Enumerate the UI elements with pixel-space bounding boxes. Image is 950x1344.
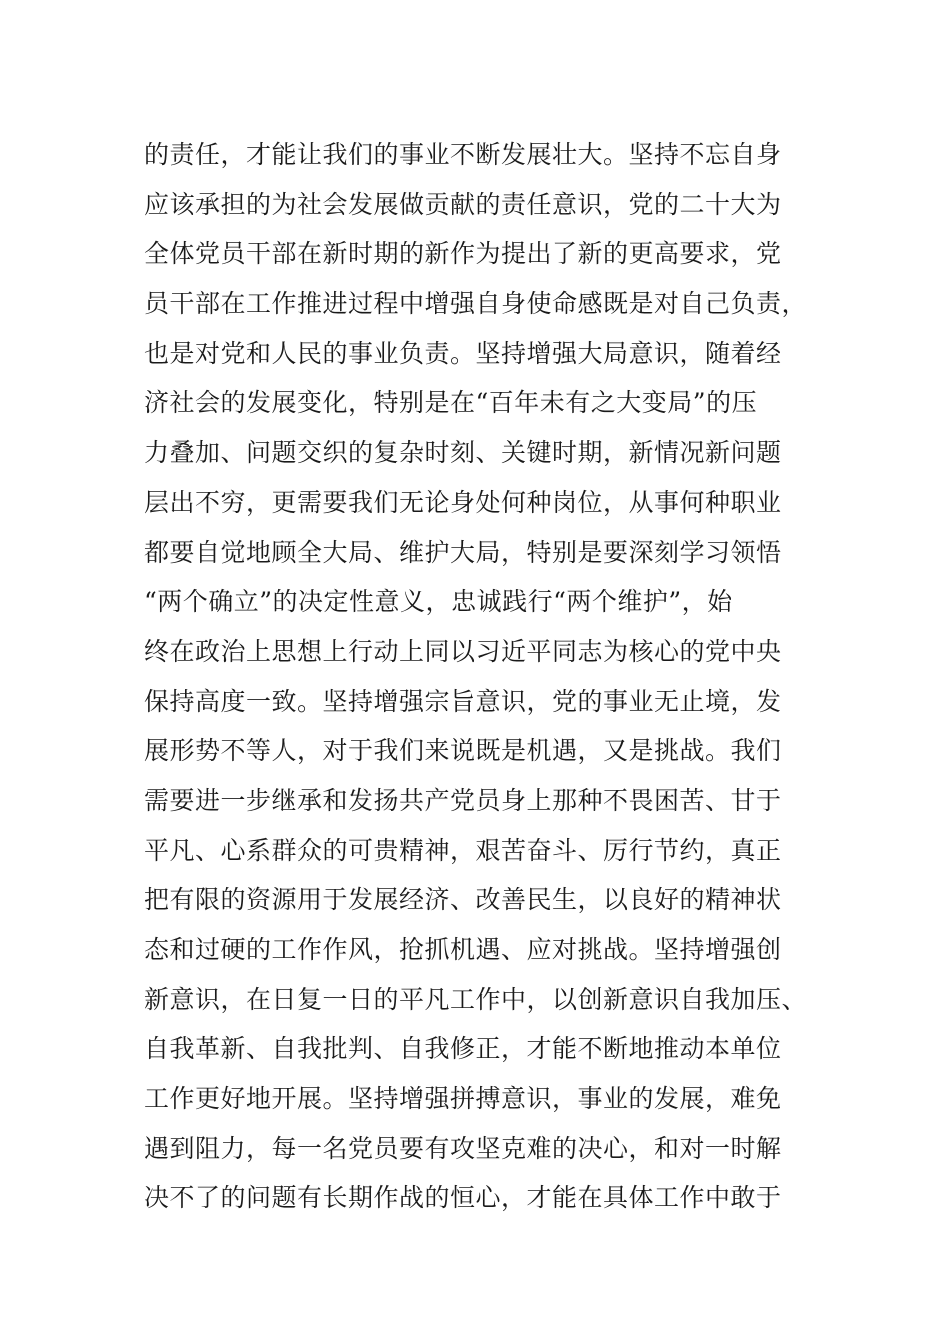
text-line: 终在政治上思想上行动上同以习近平同志为核心的党中央 xyxy=(144,636,782,666)
text-line: 平凡、心系群众的可贵精神，艰苦奋斗、厉行节约，真正 xyxy=(144,835,782,865)
text-line: 保持高度一致。坚持增强宗旨意识，党的事业无止境，发 xyxy=(144,686,782,716)
text-line: 态和过硬的工作作风，抢抓机遇、应对挑战。坚持增强创 xyxy=(144,935,782,964)
text-line: 需要进一步继承和发扬共产党员身上那种不畏困苦、甘于 xyxy=(144,785,782,815)
text-line: 自我革新、自我批判、自我修正，才能不断地推动本单位 xyxy=(144,1034,782,1064)
text-line: 新意识，在日复一日的平凡工作中，以创新意识自我加压、 xyxy=(144,984,808,1014)
text-line: “两个确立”的决定性意义，忠诚践行“两个维护”，始 xyxy=(144,587,733,617)
text-line: 力叠加、问题交织的复杂时刻、关键时期，新情况新问题 xyxy=(144,438,782,468)
text-line: 应该承担的为社会发展做贡献的责任意识，党的二十大为 xyxy=(144,189,782,219)
text-line: 全体党员干部在新时期的新作为提出了新的更高要求，党 xyxy=(144,239,782,269)
text-line: 员干部在工作推进过程中增强自身使命感既是对自己负责， xyxy=(144,289,808,319)
text-line: 遇到阻力，每一名党员要有攻坚克难的决心，和对一时解 xyxy=(144,1133,782,1163)
text-line: 也是对党和人民的事业负责。坚持增强大局意识，随着经 xyxy=(144,338,782,368)
text-line: 工作更好地开展。坚持增强拼搏意识，事业的发展，难免 xyxy=(144,1084,782,1114)
text-line: 济社会的发展变化，特别是在“百年未有之大变局”的压 xyxy=(144,388,758,418)
text-line: 决不了的问题有长期作战的恒心，才能在具体工作中敢于 xyxy=(144,1183,782,1213)
text-line: 展形势不等人，对于我们来说既是机遇，又是挑战。我们 xyxy=(144,736,782,766)
body-text xyxy=(144,130,824,1223)
text-line: 层出不穷，更需要我们无论身处何种岗位，从事何种职业 xyxy=(144,487,782,517)
text-line: 都要自觉地顾全大局、维护大局，特别是要深刻学习领悟 xyxy=(144,537,782,567)
text-line: 把有限的资源用于发展经济、改善民生，以良好的精神状 xyxy=(144,885,782,915)
text-line: 的责任，才能让我们的事业不断发展壮大。坚持不忘自身 xyxy=(144,140,782,169)
